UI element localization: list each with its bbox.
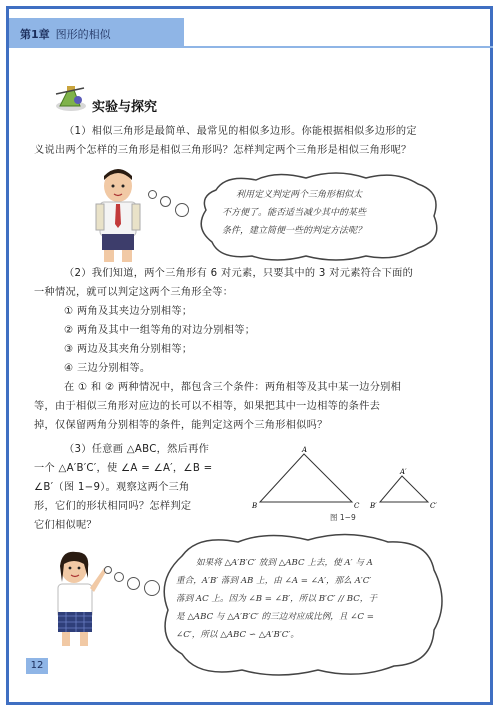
thought-dot: [160, 196, 171, 207]
chapter-header: [20, 26, 111, 42]
text-line: 如果将 △A′B′C′ 放到 △ABC 上去，使 A′ 与 A: [196, 558, 373, 568]
label-b: B: [252, 502, 258, 510]
label-a-prime: A′: [400, 468, 407, 476]
text-line: 它们相似呢？: [34, 520, 97, 531]
thought-text-boy: [222, 186, 432, 240]
girl-illustration: [50, 548, 110, 648]
thought-dot: [104, 566, 112, 574]
page-number: 12: [26, 658, 48, 674]
thought-dot: [127, 577, 140, 590]
section-title: 实验与探究: [92, 100, 158, 115]
text-line: 在 ① 和 ② 两种情况中，都包含三个条件：两角相等及其中某一边分别相: [64, 382, 402, 393]
paragraph-1: [34, 122, 464, 160]
paragraph-3: [34, 378, 474, 435]
chapter-number: 第1章: [20, 28, 50, 41]
list-item: ④ 三边分别相等。: [64, 363, 151, 374]
text-line: 义说出两个怎样的三角形是相似三角形吗？怎样判定两个三角形是相似三角形呢？: [34, 145, 412, 156]
text-line: 是 △ABC 与 △A′B′C′ 的三边对应成比例，且 ∠C =: [176, 612, 374, 622]
text-line: 利用定义判定两个三角形相似太: [236, 190, 363, 200]
list-item: ② 两角及其中一组等角的对边分别相等；: [64, 325, 256, 336]
triangle-a-prime: [380, 476, 428, 502]
text-line: 条件，建立简便一些的判定方法呢？: [222, 226, 367, 236]
paragraph-4: [34, 440, 246, 535]
text-line: 等，由于相似三角形对应边的长可以不相等，如果把其中一边相等的条件去: [34, 401, 381, 412]
chapter-title: 图形的相似: [55, 28, 111, 41]
thought-text-girl: [176, 554, 436, 644]
text-line: 不方便了。能否适当减少其中的某些: [222, 208, 367, 218]
thought-dot: [114, 572, 124, 582]
text-line: 形，它们的形状相同吗？怎样判定: [34, 501, 192, 512]
text-line: 重合，A′B′ 落到 AB 上，由 ∠A = ∠A′，那么 A′C′: [176, 576, 372, 586]
text-line: 一种情况，就可以判定这两个三角形全等：: [34, 287, 234, 298]
label-c-prime: C′: [430, 502, 437, 510]
paragraph-2: [34, 264, 464, 302]
label-c: C: [354, 502, 360, 510]
triangle-abc: [260, 454, 352, 502]
text-line: ∠B′（图 1−9）。观察这两个三角: [34, 482, 190, 493]
label-b-prime: B′: [370, 502, 377, 510]
text-line: （1）相似三角形是最简单、最常见的相似多边形。你能根据相似多边形的定: [64, 126, 417, 137]
condition-list: [64, 302, 464, 378]
header-rule: [9, 46, 493, 48]
text-line: （2）我们知道，两个三角形有 6 对元素，只要其中的 3 对元素符合下面的: [64, 268, 414, 279]
text-line: ∠C′，所以 △ABC ∽ △A′B′C′。: [176, 630, 299, 640]
text-line: 掉，仅保留两角分别相等的条件，能判定这两个三角形相似吗？: [34, 420, 328, 431]
list-item: ① 两角及其夹边分别相等；: [64, 306, 193, 317]
experiment-icon: [54, 84, 88, 112]
boy-illustration: [88, 168, 148, 264]
text-line: 一个 △A′B′C′，使 ∠A = ∠A′，∠B =: [34, 463, 213, 474]
text-line: （3）任意画 △ABC，然后再作: [64, 444, 210, 455]
text-line: 落到 AC 上。因为 ∠B = ∠B′，所以 B′C′ // BC，于: [176, 594, 377, 604]
thought-dot: [175, 203, 189, 217]
figure-caption: 图 1−9: [330, 513, 356, 522]
list-item: ③ 两边及其夹角分别相等；: [64, 344, 193, 355]
thought-dot: [148, 190, 157, 199]
label-a: A: [302, 446, 308, 454]
